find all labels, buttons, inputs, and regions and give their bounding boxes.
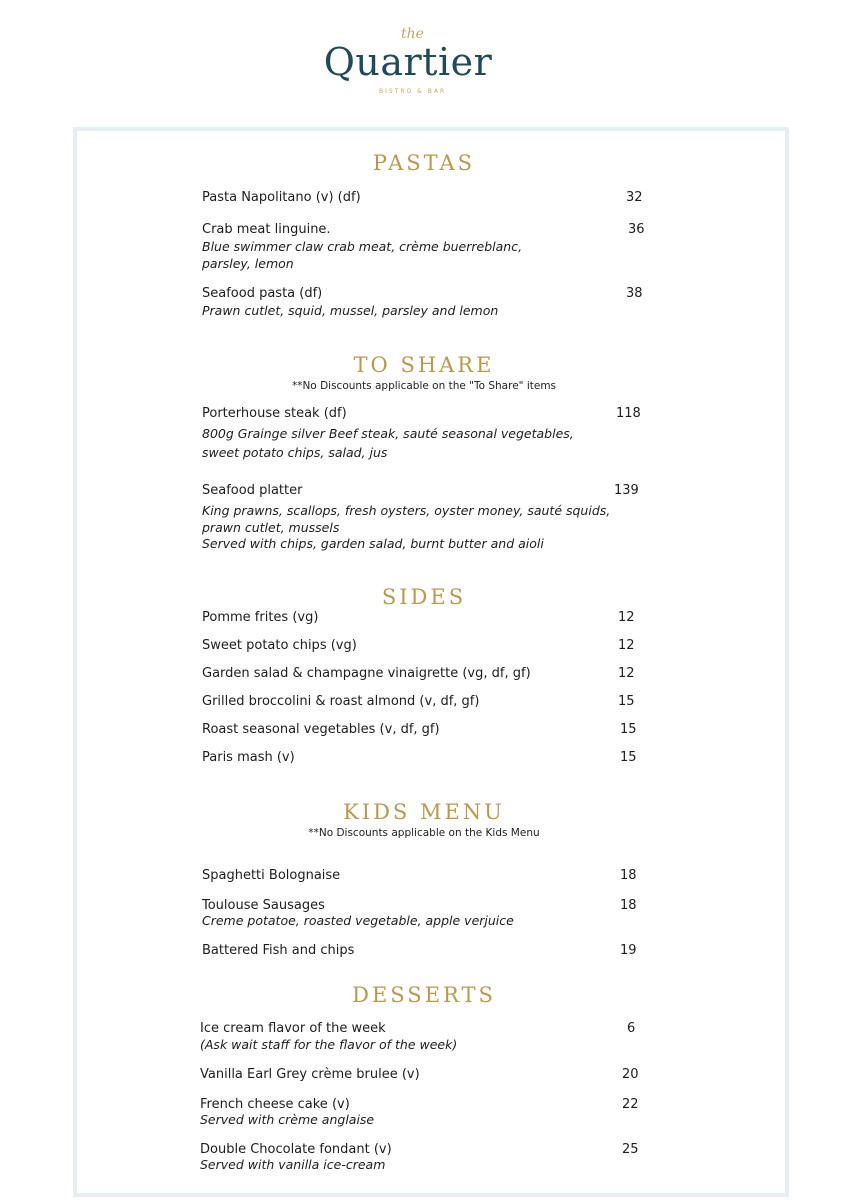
menu-item-description: Blue swimmer claw crab meat, crème buerreblanc, — [202, 239, 523, 254]
menu-item-name: Vanilla Earl Grey crème brulee (v) — [200, 1067, 420, 1082]
section-title-sides: SIDES — [381, 585, 467, 609]
logo-the: the — [401, 26, 424, 42]
menu-item-description: Creme potatoe, roasted vegetable, apple verjuice — [202, 913, 514, 928]
logo-name: Quartier — [323, 40, 493, 84]
menu-item-price: 18 — [620, 868, 637, 883]
menu-item-price: 15 — [618, 694, 635, 709]
menu-item-name: Battered Fish and chips — [202, 943, 355, 958]
menu-item-price: 12 — [618, 666, 635, 681]
section-title-desserts: DESSERTS — [352, 983, 496, 1007]
menu-item-name: Seafood platter — [202, 483, 303, 498]
menu-item-name: Roast seasonal vegetables (v, df, gf) — [202, 722, 440, 737]
menu-item-price: 38 — [626, 286, 643, 301]
menu-item-price: 139 — [614, 483, 639, 498]
menu-item-description: Served with chips, garden salad, burnt butter and aioli — [202, 536, 544, 551]
menu-item-name: Paris mash (v) — [202, 750, 295, 765]
logo-subtitle: BISTRO & BAR — [379, 88, 447, 95]
section-note: **No Discounts applicable on the Kids Menu — [308, 827, 540, 839]
menu-item-description: parsley, lemon — [202, 256, 294, 271]
menu-item-description: sweet potato chips, salad, jus — [202, 445, 388, 460]
menu-item-name: Garden salad & champagne vinaigrette (vg, df, gf) — [202, 666, 531, 681]
menu-item-description: 800g Grainge silver Beef steak, sauté seasonal vegetables, — [202, 426, 574, 441]
menu-item-price: 20 — [622, 1067, 639, 1082]
menu-item-name: Pomme frites (vg) — [202, 610, 319, 625]
menu-item-name: Spaghetti Bolognaise — [202, 868, 341, 883]
menu-item-price: 36 — [628, 222, 645, 237]
menu-item-name: Grilled broccolini & roast almond (v, df, gf) — [202, 694, 480, 709]
menu-item-price: 15 — [620, 722, 637, 737]
menu-item-price: 12 — [618, 610, 635, 625]
section-title-to-share: TO SHARE — [353, 353, 495, 377]
menu-item-name: Double Chocolate fondant (v) — [200, 1142, 392, 1157]
menu-item-description: Served with vanilla ice-cream — [200, 1157, 386, 1172]
menu-item-price: 22 — [622, 1097, 639, 1112]
menu-item-price: 15 — [620, 750, 637, 765]
menu-item-description: prawn cutlet, mussels — [202, 520, 340, 535]
menu-item-price: 25 — [622, 1142, 639, 1157]
menu-item-name: Sweet potato chips (vg) — [202, 638, 357, 653]
menu-item-description: King prawns, scallops, fresh oysters, oyster money, sauté squids, — [202, 503, 611, 518]
menu-item-price: 32 — [626, 190, 643, 205]
menu-item-name: Seafood pasta (df) — [202, 286, 323, 301]
section-note: **No Discounts applicable on the "To Share" items — [291, 380, 557, 392]
section-title-pastas: PASTAS — [372, 151, 476, 175]
menu-item-price: 18 — [620, 898, 637, 913]
menu-item-name: Toulouse Sausages — [202, 898, 325, 913]
menu-item-price: 118 — [616, 406, 641, 421]
menu-item-name: French cheese cake (v) — [200, 1097, 350, 1112]
menu-item-name: Porterhouse steak (df) — [202, 406, 347, 421]
menu-item-price: 19 — [620, 943, 637, 958]
menu-item-description: Prawn cutlet, squid, mussel, parsley and lemon — [202, 303, 499, 318]
menu-item-name: Pasta Napolitano (v) (df) — [202, 190, 361, 205]
menu-item-name: Crab meat linguine. — [202, 222, 331, 237]
menu-item-description: (Ask wait staff for the flavor of the week) — [200, 1037, 458, 1052]
section-title-kids-menu: KIDS MENU — [343, 800, 505, 824]
menu-item-price: 12 — [618, 638, 635, 653]
menu-item-description: Served with crème anglaise — [200, 1112, 375, 1127]
menu-item-name: Ice cream flavor of the week — [200, 1021, 386, 1036]
menu-item-price: 6 — [627, 1021, 636, 1036]
